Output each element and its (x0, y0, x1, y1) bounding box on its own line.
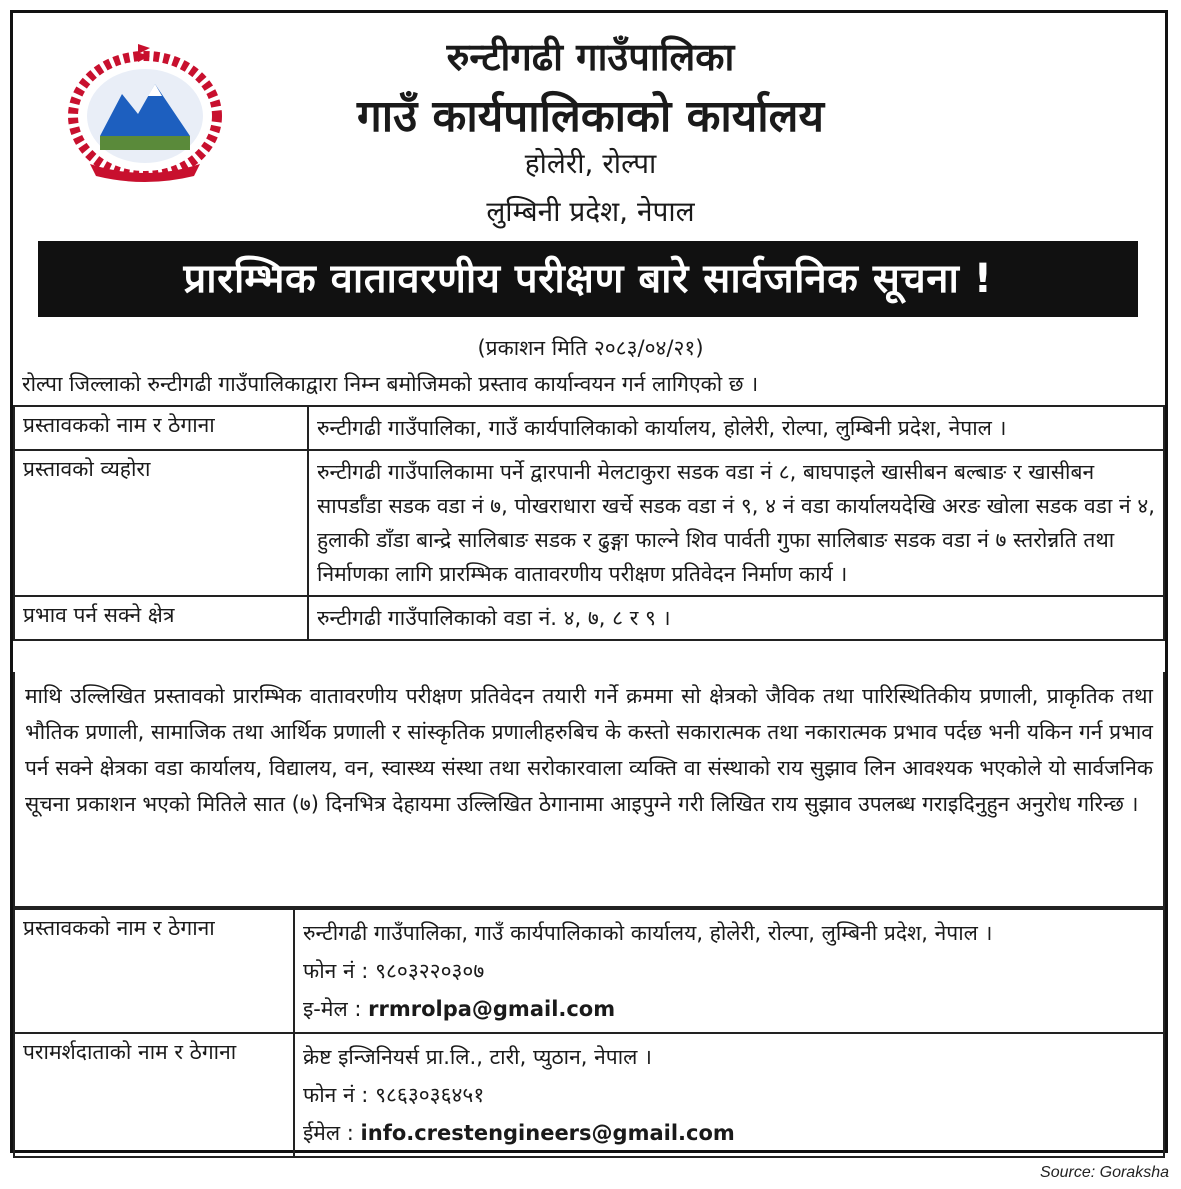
office-name: गाउँ कार्यपालिकाको कार्यालय (356, 91, 825, 142)
table-row (14, 1033, 1164, 1157)
phone-number: ९८०३२२०३०७ (375, 959, 485, 983)
source-credit: Source: Goraksha (1040, 1164, 1169, 1181)
phone-label: फोन नं : (303, 1083, 369, 1107)
contact-details (294, 909, 1164, 1033)
notice-title-banner: प्रारम्भिक वातावरणीय परीक्षण बारे सार्वजनिक सूचना ! (38, 241, 1138, 317)
province-country: लुम्बिनी प्रदेश, नेपाल (486, 195, 695, 228)
phone-label: फोन नं : (303, 959, 369, 983)
contact-address: रुन्टीगढी गाउँपालिका, गाउँ कार्यपालिकाको कार्यालय, होलेरी, रोल्पा, लुम्बिनी प्रदेश, नेपाल । (303, 921, 993, 945)
contacts-table (13, 908, 1165, 1158)
row-key: प्रभाव पर्न सक्ने क्षेत्र (14, 596, 308, 640)
row-key: प्रस्तावकको नाम र ठेगाना (14, 406, 308, 450)
contact-phone-line (303, 1076, 1155, 1114)
phone-number: ९८६३०३६४५१ (375, 1083, 485, 1107)
row-value: रुन्टीगढी गाउँपालिका, गाउँ कार्यपालिकाको कार्यालय, होलेरी, रोल्पा, लुम्बिनी प्रदेश, नेपाल । (308, 406, 1164, 450)
row-key: प्रस्तावको व्यहोरा (14, 450, 308, 596)
contact-key: प्रस्तावकको नाम र ठेगाना (14, 909, 294, 1033)
contact-address: क्रेष्ट इन्जिनियर्स प्रा.लि., टारी, प्युठान, नेपाल । (303, 1045, 653, 1069)
publish-date: (प्रकाशन मिति २०८३/०४/२१) (477, 336, 704, 360)
proposal-table (13, 405, 1165, 641)
table-row (14, 596, 1164, 640)
request-paragraph: माथि उल्लिखित प्रस्तावको प्रारम्भिक वातावरणीय परीक्षण प्रतिवेदन तयारी गर्ने क्रममा सो क्षेत्रको जैविक तथा पारिस्थितिकीय प्रणाली, प्राकृतिक तथा भौतिक प्रणाली, सामाजिक तथा आर्थिक प्रणाली र सांस्कृतिक प्रणालीहरुबिच के कस्तो सकारात्मक तथा नकारात्मक प्रभाव पर्दछ भनी यकिन गर्न प्रभाव पर्न सक्ने क्षेत्रका वडा कार्यालय, विद्यालय, वन, स्वास्थ्य संस्था तथा सरोकारवाला व्यक्ति वा संस्थाको राय सुझाव लिन आवश्यक भएकोले यो सार्वजनिक सूचना प्रकाशन भएको मितिले सात (७) दिनभित्र देहायमा उल्लिखित ठेगानामा आइपुग्ने गरी लिखित राय सुझाव उपलब्ध गराइदिनुहुन अनुरोध गरिन्छ । (13, 672, 1165, 908)
email-label: इ-मेल : (303, 997, 362, 1021)
contact-phone-line (303, 952, 1155, 990)
intro-text: रोल्पा जिल्लाको रुन्टीगढी गाउँपालिकाद्वारा निम्न बमोजिमको प्रस्ताव कार्यान्वयन गर्न लागिएको छ । (22, 372, 759, 396)
contact-email-line (303, 1114, 1155, 1152)
row-value: रुन्टीगढी गाउँपालिकाको वडा नं. ४, ७, ८ र ९ । (308, 596, 1164, 640)
table-row (14, 909, 1164, 1033)
table-row (14, 450, 1164, 596)
contact-email-line (303, 990, 1155, 1028)
email-address: rrmrolpa@gmail.com (368, 997, 616, 1021)
municipality-name: रुन्टीगढी गाउँपालिका (446, 35, 735, 79)
office-location: होलेरी, रोल्पा (524, 147, 657, 180)
table-row (14, 406, 1164, 450)
contact-details (294, 1033, 1164, 1157)
contact-key: परामर्शदाताको नाम र ठेगाना (14, 1033, 294, 1157)
row-value: रुन्टीगढी गाउँपालिकामा पर्ने द्वारपानी मेलटाकुरा सडक वडा नं ८, बाघपाइले खासीबन बल्बाङ र खासीबन सापर्डाँडा सडक वडा नं ७, पोखराधारा खर्चे सडक वडा नं ९, ४ नं वडा कार्यालयदेखि अरङ खोला सडक वडा नं ४, हुलाकी डाँडा बान्द्रे सालिबाङ सडक र ढुङ्गा फाल्ने शिव पार्वती गुफा सालिबाङ सडक वडा नं ७ स्तरोन्नति तथा निर्माणका लागि प्रारम्भिक वातावरणीय परीक्षण प्रतिवेदन निर्माण कार्य । (308, 450, 1164, 596)
email-label: ईमेल : (303, 1121, 354, 1145)
email-address: info.crestengineers@gmail.com (360, 1121, 735, 1145)
